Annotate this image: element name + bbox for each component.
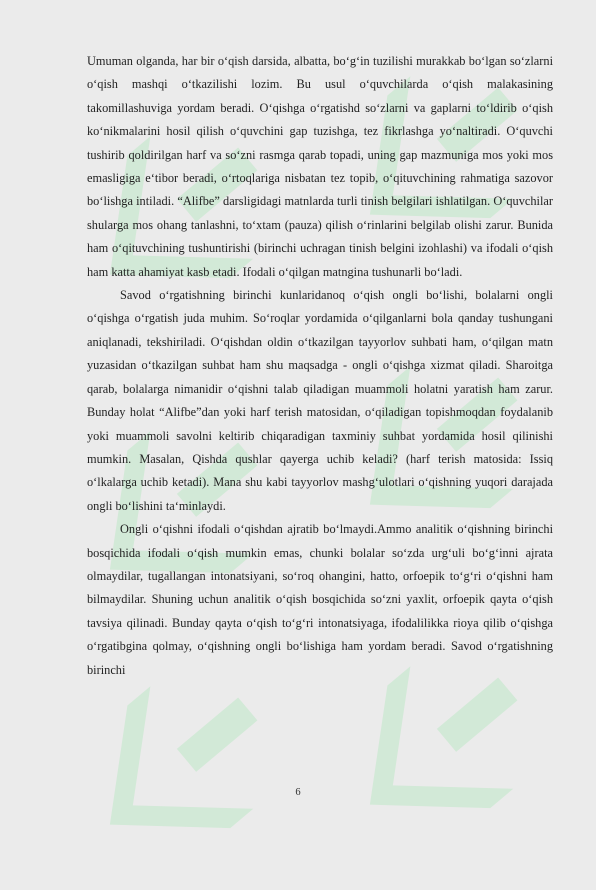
paragraph: Ongli o‘qishni ifodali o‘qishdan ajratib bo‘lmaydi.Ammo analitik o‘qishning birinchi bosqichida ifodali o‘qish mumkin emas, chunki bolalar so‘zda urg‘uli bo‘g‘inni ajrata olmaydilar, tugallangan intonatsiyani, so‘roq ohangini, hatto, orfoepik to‘g‘ri o‘qishni ham bilmaydilar. Shuning uchun analitik o‘qish bosqichida so‘zni yaxlit, orfoepik qayta o‘qish tavsiya qilinadi. Bunday qayta o‘qish to‘g‘ri intonatsiyaga, ifodalilikka rioya qilib o‘qishga o‘rgatibgina qolmay, o‘qishning ongli bo‘lishiga ham yordam beradi. Savod o‘rgatishning birinchi — [87, 522, 553, 677]
paragraph: Savod o‘rgatishning birinchi kunlaridanoq o‘qish ongli bo‘lishi, bolalarni ongli o‘qishga o‘rgatish juda muhim. So‘roqlar yordamida o‘qilganlarni bola qanday tushungani aniqlanadi, tekshiriladi. O‘qishdan oldin o‘tkazilgan tayyorlov suhbati ham, o‘qilgan matn yuzasidan o‘tkazilgan suhbat ham shu maqsadga - ongli o‘qishga xizmat qiladi. Sharoitga qarab, bolalarga nimanidir o‘qishni talab qiladigan muammoli holatni yaratish ham zarur. Bunday holat “Alifbe”dan yoki harf terish matosidan, o‘qiladigan topishmoqdan foydalanib yoki muammoli savolni keltirib chiqaradigan taxminiy suhbat yordamida hosil qilinishi mumkin. Masalan, Qishda qushlar qayerga uchib keladi? (harf terish matosida: Issiq o‘lkalarga uchib ketadi). Mana shu kabi tayyorlov mashg‘ulotlari o‘qishning yuqori darajada ongli bo‘lishini ta‘minlaydi. — [87, 288, 553, 513]
page-number: 6 — [295, 787, 301, 798]
paragraph: Umuman olganda, har bir o‘qish darsida, albatta, bo‘g‘in tuzilishi murakkab bo‘lgan so‘zlarni o‘qish mashqi o‘tkazilishi lozim. Bu usul o‘quvchilarda o‘qish malakasining takomillashuviga yordam beradi. O‘qishga o‘rgatishd so‘zlarni va gaplarni to‘ldirib o‘qish ko‘nikmalarini hosil qilish o‘quvchini gap tuzishga, tez fikrlashga yo‘naltiradi. O‘quvchi tushirib qoldirilgan harf va so‘zni rasmga qarab topadi, uning gap mazmuniga mos yoki mos emasligiga e‘tibor beradi, o‘rtoqlariga nisbatan tez topib, o‘qituvchining rahmatiga sazovor bo‘lishga intiladi. “Alifbe” darsligidagi matnlarda turli tinish belgilari ishlatilgan. O‘quvchilar shularga mos ohang tanlashni, to‘xtam (pauza) qilish o‘rinlarini belgilab olishi zarur. Bunida ham o‘qituvchining tushuntirishi (birinchi uchragan tinish belgini izohlashi) va ifodali o‘qish ham katta ahamiyat kasb etadi. Ifodali o‘qilgan matngina tushunarli bo‘ladi. — [87, 54, 553, 279]
body-text — [87, 50, 553, 682]
watermark-logo — [70, 650, 280, 890]
